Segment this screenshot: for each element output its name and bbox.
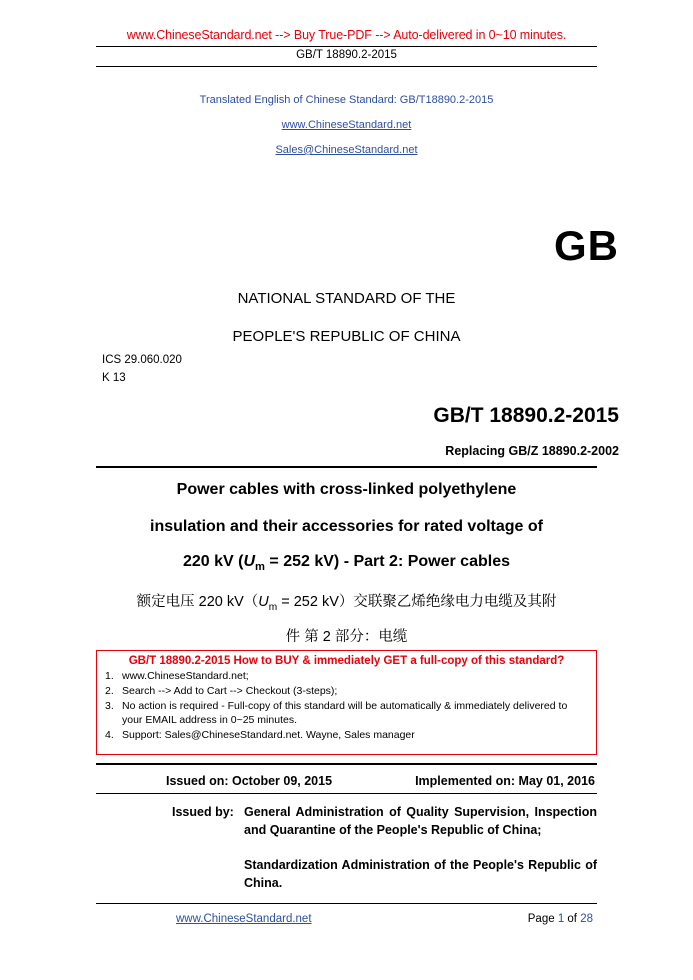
title-cn-line1 (70, 590, 623, 613)
implemented-on: Implemented on: May 01, 2016 (415, 774, 595, 788)
purchase-info-title: GB/T 18890.2-2015 How to BUY & immediately GET a full-copy of this standard? (128, 655, 565, 667)
sales-link-row[interactable] (70, 144, 623, 156)
title-en-line3-a: 220 kV ( (182, 553, 244, 570)
title-divider-top (96, 466, 597, 468)
ccs-code: K 13 (102, 372, 126, 384)
list-item (105, 685, 590, 699)
list-item-text: Search --> Add to Cart --> Checkout (3-steps); (122, 684, 338, 697)
standard-number: GB/T 18890.2-2015 (433, 404, 619, 427)
list-item-number: 1. (105, 670, 114, 682)
list-item-text: No action is required - Full-copy of this standard will be automatically & immediately delivered to your EMAIL address in 0~25 minutes. (122, 699, 568, 726)
list-item-number: 4. (105, 728, 114, 741)
um-subscript-en: m (255, 561, 265, 574)
site-link[interactable]: www.ChineseStandard.net (281, 119, 412, 131)
list-item (105, 670, 590, 684)
national-standard-line1: NATIONAL STANDARD OF THE (237, 290, 456, 307)
issue-divider-bottom (96, 793, 597, 794)
header-standard-code: GB/T 18890.2-2015 (296, 49, 397, 61)
page-content (70, 0, 623, 980)
header-divider (96, 46, 597, 47)
page-number (528, 913, 597, 925)
page-current: 1 (557, 913, 565, 925)
issuer-1: General Administration of Quality Supervision, Inspection and Quarantine of the People's Republic of China; (244, 805, 597, 838)
sales-email-link[interactable]: Sales@ChineseStandard.net (275, 144, 418, 156)
purchase-steps-list (97, 670, 596, 743)
um-symbol-en: U (243, 553, 256, 570)
list-item-text: www.ChineseStandard.net; (122, 670, 249, 682)
list-item (105, 729, 590, 743)
replacing-note: Replacing GB/Z 18890.2-2002 (445, 444, 619, 458)
issue-divider-top (96, 763, 597, 765)
um-symbol-cn: U (258, 594, 269, 610)
list-item-number: 2. (105, 684, 114, 697)
title-cn-line1-b: = 252 kV）交联聚乙烯绝缘电力电缆及其附 (277, 594, 557, 610)
header-divider-bottom (96, 66, 597, 67)
title-cn-line1-a: 额定电压 220 kV（ (136, 594, 259, 610)
list-item (105, 700, 590, 728)
issued-by-body (244, 803, 597, 893)
list-item-number: 3. (105, 699, 114, 712)
purchase-info-box (96, 650, 597, 755)
issued-on: Issued on: October 09, 2015 (166, 774, 333, 788)
page-prefix: Page (527, 913, 558, 925)
um-subscript-cn: m (268, 601, 278, 613)
issue-dates-row (96, 774, 597, 788)
ics-code: ICS 29.060.020 (102, 354, 182, 366)
translated-title-line: Translated English of Chinese Standard: GB/T18890.2-2015 (199, 94, 494, 106)
site-link-row[interactable] (70, 119, 623, 131)
title-en-line3 (70, 553, 623, 573)
footer-divider (96, 903, 597, 904)
title-en-line3-b: = 252 kV) - Part 2: Power cables (264, 553, 510, 570)
issued-by-label: Issued by: (172, 805, 234, 819)
issuer-2: Standardization Administration of the People's Republic of China. (244, 858, 597, 891)
list-item-text: Support: Sales@ChineseStandard.net. Wayne, Sales manager (122, 728, 415, 741)
page-footer (96, 913, 597, 925)
title-en-line2: insulation and their accessories for rated voltage of (150, 518, 543, 535)
promo-banner: www.ChineseStandard.net --> Buy True-PDF --> Auto-delivered in 0~10 minutes. (126, 28, 567, 42)
national-standard-line2: PEOPLE'S REPUBLIC OF CHINA (232, 328, 461, 345)
title-cn-line2: 件 第 2 部分：电缆 (285, 629, 408, 645)
footer-site-link[interactable]: www.ChineseStandard.net (176, 913, 312, 925)
title-en-line1: Power cables with cross-linked polyethylene (176, 481, 517, 498)
issued-by-block (96, 803, 597, 910)
page-total: 28 (580, 913, 593, 925)
page-of: of (564, 913, 581, 925)
gb-logo: GB (554, 222, 619, 269)
